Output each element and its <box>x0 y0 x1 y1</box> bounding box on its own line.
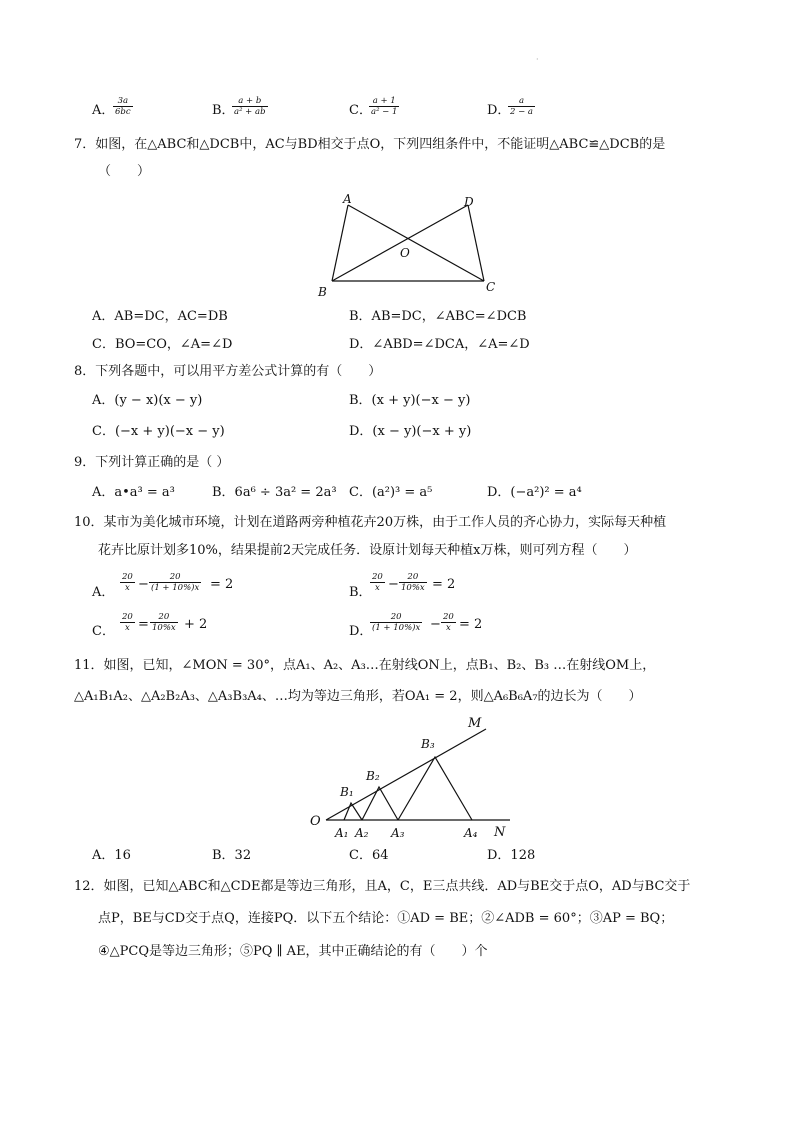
q6-a-numerator: 3a <box>113 96 133 107</box>
q11-line-1: 11．如图，已知，∠MON = 30°，点A₁、A₂、A₃…在射线ON上，点B₁、B₂、B₃ …在射线OM上， <box>74 658 656 673</box>
q8-option-c: C．(−x + y)(−x − y) <box>92 424 225 439</box>
q6-b-denominator: a² + ab <box>234 107 266 117</box>
q7-label-o: O <box>400 246 410 260</box>
q10-b-f2-den: 10%x <box>401 583 425 593</box>
q11-label-n: N <box>494 825 506 840</box>
q11-option-d: D．128 <box>487 848 536 863</box>
q6-option-b-fraction <box>232 96 268 117</box>
q10-a-fraction-1 <box>120 572 135 593</box>
q11-label-a3: A₃ <box>391 826 405 840</box>
q10-b-fraction-1 <box>370 572 385 593</box>
q6-option-b-letter: B． <box>212 103 235 118</box>
q7-option-b: B．AB=DC，∠ABC=∠DCB <box>349 309 527 324</box>
q7-stem: 7．如图，在△ABC和△DCB中，AC与BD相交于点O，下列四组条件中，不能证明△ABC≌△DCB的是 <box>74 137 666 152</box>
q7-label-c: C <box>486 280 496 294</box>
q6-d-denominator: 2 − a <box>510 107 534 117</box>
q6-option-a-fraction <box>113 96 133 117</box>
q10-d-fraction-1 <box>370 612 422 633</box>
q10-d-f1-den: (1 + 10%)x <box>372 623 421 633</box>
q10-d-f1-num: 20 <box>370 612 422 623</box>
q7-paren: （ ） <box>98 164 151 179</box>
q10-b-f1-num: 20 <box>372 572 383 582</box>
q9-option-c: C．(a²)³ = a⁵ <box>349 485 433 500</box>
q11-figure <box>308 714 518 844</box>
q10-c-fraction-2 <box>150 612 178 633</box>
q7-segment-dc <box>468 205 484 281</box>
q10-line-2: 花卉比原计划多10%，结果提前2天完成任务．设原计划每天种植x万株，则可列方程（ ） <box>98 543 637 558</box>
q10-b-f1-den: x <box>375 583 380 593</box>
q11-label-b2: B₂ <box>366 769 380 783</box>
q10-b-operator: − <box>388 577 399 592</box>
q8-option-d: D．(x − y)(−x + y) <box>349 424 472 439</box>
q10-c-f1-den: x <box>125 623 130 633</box>
q10-d-letter: D． <box>349 624 373 639</box>
q9-option-d: D．(−a²)² = a⁴ <box>487 485 582 500</box>
q10-b-fraction-2 <box>399 572 427 593</box>
q10-a-fraction-2 <box>149 572 201 593</box>
q10-a-tail: = 2 <box>210 577 234 592</box>
q11-triangle-1 <box>344 803 362 820</box>
q7-label-a: A <box>343 192 352 206</box>
q11-triangle-3 <box>398 757 472 820</box>
q10-b-f2-num: 20 <box>399 572 427 583</box>
q10-c-operator: = <box>138 617 149 632</box>
q10-a-letter: A． <box>92 585 115 600</box>
q10-c-fraction-1 <box>120 612 135 633</box>
q11-line-2: △A₁B₁A₂、△A₂B₂A₃、△A₃B₃A₄、…均为等边三角形，若OA₁ = 2，则△A₆B₆A₇的边长为（ ） <box>74 689 642 704</box>
q10-c-f1-num: 20 <box>122 612 133 622</box>
q10-d-f2-den: x <box>446 623 451 633</box>
q10-a-f1-num: 20 <box>122 572 133 582</box>
q7-segment-ab <box>332 205 348 281</box>
q6-option-c-fraction <box>369 96 399 117</box>
q7-label-b: B <box>318 285 327 299</box>
q11-label-o: O <box>310 814 321 829</box>
q8-option-a: A．(y − x)(x − y) <box>92 393 203 408</box>
q12-line-1: 12．如图，已知△ABC和△CDE都是等边三角形，且A，C，E三点共线．AD与BE交于点O，AD与BC交于 <box>74 879 691 894</box>
q10-c-tail: + 2 <box>184 617 208 632</box>
q8-option-b: B．(x + y)(−x − y) <box>349 393 471 408</box>
q10-d-f2-num: 20 <box>443 612 454 622</box>
q11-triangle-2 <box>362 787 398 820</box>
q12-line-3: ④△PCQ是等边三角形；⑤PQ ∥ AE，其中正确结论的有（ ）个 <box>98 944 488 959</box>
q7-segment-ac <box>348 205 484 281</box>
q6-option-c-letter: C． <box>349 103 372 118</box>
q7-figure <box>312 192 496 302</box>
q11-option-a: A．16 <box>92 848 131 863</box>
q11-option-c: C．64 <box>349 848 389 863</box>
q10-b-tail: = 2 <box>432 577 456 592</box>
q7-label-d: D <box>464 195 474 209</box>
q6-c-denominator: a² − 1 <box>371 107 398 117</box>
q6-d-numerator: a <box>508 96 535 107</box>
q10-a-f1-den: x <box>125 583 130 593</box>
q11-label-m: M <box>468 716 482 731</box>
q10-b-letter: B． <box>349 585 372 600</box>
q11-label-a2: A₂ <box>355 826 369 840</box>
q10-d-tail: = 2 <box>459 617 483 632</box>
q10-c-f2-den: 10%x <box>152 623 176 633</box>
q9-option-b: B．6a⁶ ÷ 3a² = 2a³ <box>212 485 337 500</box>
q7-option-c: C．BO=CO，∠A=∠D <box>92 337 233 352</box>
q10-a-f2-den: (1 + 10%)x <box>151 583 200 593</box>
q10-c-letter: C． <box>92 624 115 639</box>
q7-segment-db <box>332 205 468 281</box>
q11-label-b3: B₃ <box>421 737 435 751</box>
q9-stem: 9．下列计算正确的是（ ） <box>74 455 230 470</box>
q6-c-numerator: a + 1 <box>369 96 399 107</box>
q10-line-1: 10．某市为美化城市环境，计划在道路两旁种植花卉20万株，由于工作人员的齐心协力，实际每天种植 <box>74 515 667 530</box>
q6-option-d-letter: D． <box>487 103 511 118</box>
q7-option-d: D．∠ABD=∠DCA，∠A=∠D <box>349 337 530 352</box>
q6-a-denominator: 6bc <box>115 107 131 117</box>
q11-label-b1: B₁ <box>340 785 354 799</box>
q10-c-f2-num: 20 <box>150 612 178 623</box>
q10-a-operator: − <box>138 577 149 592</box>
q10-d-operator: − <box>430 617 441 632</box>
q9-option-a: A．a•a³ = a³ <box>92 485 175 500</box>
q6-option-d-fraction <box>508 96 535 117</box>
q10-a-f2-num: 20 <box>149 572 201 583</box>
q6-b-numerator: a + b <box>232 96 268 107</box>
page-mark: · <box>536 55 539 64</box>
q11-option-b: B．32 <box>212 848 252 863</box>
q11-label-a4: A₄ <box>464 826 478 840</box>
q8-stem: 8．下列各题中，可以用平方差公式计算的有（ ） <box>74 364 382 379</box>
q7-option-a: A．AB=DC，AC=DB <box>92 309 228 324</box>
q12-line-2: 点P，BE与CD交于点Q，连接PQ．以下五个结论：①AD = BE；②∠ADB = 60°；③AP = BQ； <box>98 911 674 926</box>
q6-option-a-letter: A． <box>92 103 115 118</box>
q11-label-a1: A₁ <box>335 826 349 840</box>
q10-d-fraction-2 <box>441 612 456 633</box>
